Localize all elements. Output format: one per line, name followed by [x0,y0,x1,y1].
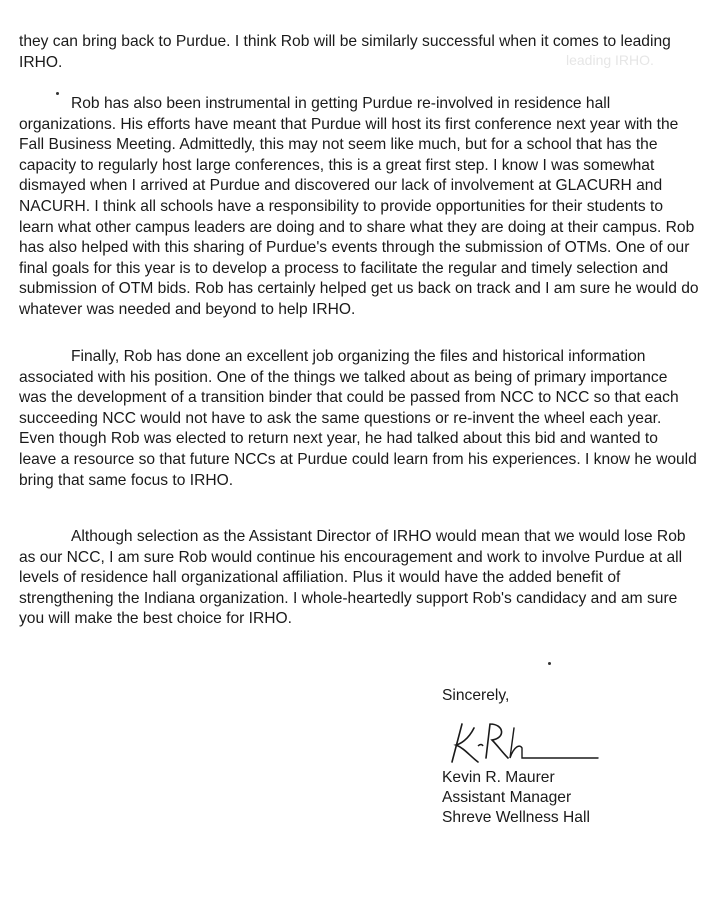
closing-salutation: Sincerely, [442,687,510,704]
scan-speck [548,662,551,665]
handwritten-signature [448,718,608,768]
signer-organization: Shreve Wellness Hall [442,809,590,826]
signer-name: Kevin R. Maurer [442,769,555,786]
scan-speck [56,92,59,95]
signature-block [442,768,702,828]
paragraph-continuation: they can bring back to Purdue. I think Rob will be similarly successful when it comes to leading IRHO. [19,33,671,71]
paragraph-conference-involvement: Rob has also been instrumental in getting Purdue re-involved in residence hall organizations. His efforts have meant that Purdue will host its first conference next year with the Fall Business Meeting. Admittedly, this may not seem like much, but for a school that has the capacity to regularly host large conferences, this is a great first step. I know I was somewhat dismayed when I arrived at Purdue and discovered our lack of involvement at GLACURH and NACURH. I think all schools have a responsibility to provide opportunities for their students to learn what other campus leaders are doing and to share what they are doing at their campus. Rob has also helped with this sharing of Purdue's events through the submission of OTMs. One of our final goals for this year is to develop a process to facilitate the regular and timely selection and submission of OTM bids. Rob has certainly helped get us back on track and I am sure he would do whatever was needed and beyond to help IRHO. [19,95,699,318]
paragraph-transition-binder: Finally, Rob has done an excellent job organizing the files and historical information associated with his position. One of the things we talked about as being of primary importance was the development of a transition binder that could be passed from NCC to NCC so that each succeeding NCC would not have to ask the same questions or re-invent the wheel each year. Even though Rob was elected to return next year, he had talked about this bid and wanted to leave a resource so that future NCCs at Purdue could learn from his experiences. I know he would bring that same focus to IRHO. [19,348,697,489]
paragraph-closing-recommendation: Although selection as the Assistant Director of IRHO would mean that we would lose Rob as our NCC, I am sure Rob would continue his encouragement and work to involve Purdue at all levels of residence hall organizational affiliation. Plus it would have the added benefit of strengthening the Indiana organization. I whole-heartedly support Rob's candidacy and am sure you will make the best choice for IRHO. [19,528,686,628]
bleed-through-text: leading IRHO. [566,52,654,68]
signer-title: Assistant Manager [442,789,572,806]
